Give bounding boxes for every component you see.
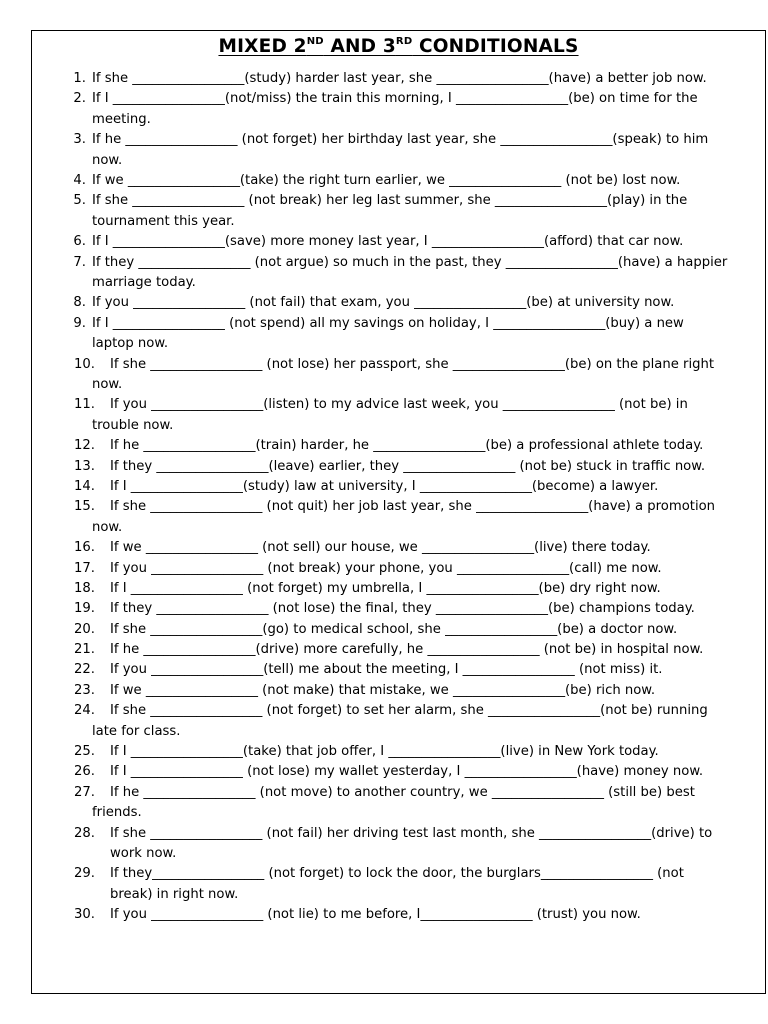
exercise-number: 5.	[73, 193, 86, 209]
exercise-sentence-continuation: now.	[92, 376, 123, 392]
exercise-number: 15.	[74, 499, 95, 515]
exercise-number: 10.	[74, 356, 95, 372]
exercise-sentence: If he _________________ (not move) to another country, we _________________ (still be) best	[110, 784, 695, 800]
exercise-sentence: If she _________________ (not break) her leg last summer, she _________________(play) in the	[92, 193, 688, 209]
exercise-sentence-continuation: now.	[92, 519, 123, 535]
exercise-item	[32, 783, 765, 824]
exercise-number: 24.	[74, 703, 95, 719]
exercise-number: 6.	[73, 234, 86, 250]
exercise-sentence: If she _________________(study) harder last year, she _________________(have) a better job now.	[92, 71, 707, 86]
exercise-item	[32, 253, 765, 294]
exercise-number: 19.	[74, 601, 95, 617]
exercise-item	[32, 599, 765, 619]
exercise-item	[32, 436, 765, 456]
exercise-sentence: If I _________________(save) more money last year, I _________________(afford) that car now.	[92, 234, 684, 250]
exercise-number: 30.	[74, 907, 95, 923]
exercise-number: 13.	[74, 458, 95, 474]
exercise-item	[32, 762, 765, 782]
exercise-sentence: If they _________________ (not lose) the final, they _________________(be) champions today.	[110, 601, 695, 617]
exercise-item	[32, 681, 765, 701]
exercise-number: 16.	[74, 540, 95, 556]
exercise-number: 21.	[74, 642, 95, 658]
exercise-sentence: If she _________________ (not forget) to set her alarm, she _________________(not be) running	[110, 703, 708, 719]
exercise-number: 7.	[73, 254, 86, 270]
exercise-sentence: If she _________________ (not fail) her driving test last month, she _________________(drive) to	[110, 825, 713, 841]
exercise-sentence-continuation: late for class.	[92, 723, 181, 739]
exercise-item	[32, 559, 765, 579]
exercise-number: 23.	[74, 682, 95, 698]
exercise-number: 27.	[74, 784, 95, 800]
exercise-number: 11.	[74, 397, 95, 413]
exercise-item	[32, 579, 765, 599]
worksheet-page	[31, 30, 766, 994]
exercise-number: 1.	[73, 71, 86, 86]
exercise-sentence-continuation: laptop now.	[92, 336, 169, 352]
exercise-item	[32, 457, 765, 477]
exercise-item	[32, 620, 765, 640]
exercise-sentence: If I _________________(study) law at university, I _________________(become) a lawyer.	[110, 478, 659, 494]
exercise-sentence: If he _________________ (not forget) her birthday last year, she _________________(speak) to him	[92, 132, 709, 148]
exercise-item	[32, 864, 765, 905]
exercise-number: 4.	[73, 172, 86, 188]
exercise-sentence: If you _________________ (not fail) that exam, you _________________(be) at university now.	[92, 295, 675, 311]
exercise-sentence: If she _________________(go) to medical school, she _________________(be) a doctor now.	[110, 621, 678, 637]
exercise-sentence: If she _________________ (not lose) her passport, she _________________(be) on the plane right	[110, 356, 715, 372]
exercise-item	[32, 742, 765, 762]
exercise-sentence: If they _________________ (not argue) so much in the past, they _________________(have) a happier	[92, 254, 728, 270]
exercise-item	[32, 701, 765, 742]
exercise-sentence-continuation: trouble now.	[92, 417, 174, 433]
exercise-item	[32, 477, 765, 497]
exercise-number: 14.	[74, 478, 95, 494]
exercise-sentence-continuation: work now.	[110, 846, 177, 861]
exercise-sentence: If you _________________(listen) to my advice last week, you _________________ (not be) in	[110, 397, 688, 413]
exercise-item	[32, 355, 765, 396]
exercise-item	[32, 69, 765, 89]
exercise-item	[32, 232, 765, 252]
exercise-item	[32, 293, 765, 313]
exercise-sentence-continuation: meeting.	[92, 111, 151, 127]
exercise-number: 9.	[73, 315, 86, 331]
exercise-number: 8.	[73, 295, 86, 311]
exercise-item	[32, 171, 765, 191]
exercise-item	[32, 191, 765, 232]
exercise-item	[32, 824, 765, 865]
exercise-sentence: If they _________________(leave) earlier, they _________________ (not be) stuck in traffic now.	[110, 458, 706, 474]
exercise-item	[32, 314, 765, 355]
exercise-item	[32, 497, 765, 538]
exercise-sentence-continuation: friends.	[92, 805, 142, 821]
exercise-list	[32, 69, 765, 926]
exercise-sentence: If you _________________ (not lie) to me before, I_________________ (trust) you now.	[110, 907, 641, 923]
exercise-item	[32, 538, 765, 558]
exercise-sentence-continuation: tournament this year.	[92, 213, 235, 229]
exercise-number: 3.	[73, 132, 86, 148]
exercise-number: 22.	[74, 662, 95, 678]
exercise-number: 28.	[74, 825, 95, 841]
exercise-sentence-continuation: break) in right now.	[110, 886, 239, 902]
exercise-sentence: If I _________________ (not spend) all my savings on holiday, I _________________(buy) a new	[92, 315, 684, 331]
worksheet-title: MIXED 2ND AND 3RD CONDITIONALS	[218, 36, 579, 57]
exercise-sentence: If I _________________(take) that job offer, I _________________(live) in New York today.	[110, 744, 659, 760]
exercise-sentence: If you _________________ (not break) your phone, you _________________(call) me now.	[110, 560, 662, 576]
exercise-number: 17.	[74, 560, 95, 576]
exercise-item	[32, 130, 765, 171]
exercise-sentence: If we _________________ (not make) that mistake, we _________________(be) rich now.	[110, 682, 656, 698]
exercise-item	[32, 905, 765, 925]
exercise-number: 29.	[74, 866, 95, 882]
exercise-sentence: If he _________________(drive) more carefully, he _________________ (not be) in hospital now.	[110, 642, 704, 658]
exercise-item	[32, 660, 765, 680]
exercise-item	[32, 89, 765, 130]
exercise-number: 25.	[74, 744, 95, 760]
exercise-number: 2.	[73, 91, 86, 107]
exercise-number: 26.	[74, 764, 95, 780]
exercise-item	[32, 640, 765, 660]
exercise-sentence: If I _________________ (not lose) my wallet yesterday, I _________________(have) money now.	[110, 764, 704, 780]
exercise-sentence: If we _________________(take) the right turn earlier, we _________________ (not be) lost now.	[92, 172, 681, 188]
exercise-number: 12.	[74, 438, 95, 454]
exercise-sentence: If you _________________(tell) me about the meeting, I _________________ (not miss) it.	[110, 662, 663, 678]
exercise-sentence: If they_________________ (not forget) to lock the door, the burglars_________________ (not	[110, 866, 684, 882]
exercise-number: 20.	[74, 621, 95, 637]
exercise-sentence: If she _________________ (not quit) her job last year, she _________________(have) a promotion	[110, 499, 716, 515]
exercise-sentence: If I _________________(not/miss) the train this morning, I _________________(be) on time for the	[92, 91, 698, 107]
exercise-number: 18.	[74, 580, 95, 596]
exercise-sentence: If we _________________ (not sell) our house, we _________________(live) there today.	[110, 540, 651, 556]
exercise-sentence-continuation: marriage today.	[92, 274, 196, 290]
exercise-sentence: If he _________________(train) harder, he _________________(be) a professional athlete today.	[110, 438, 704, 454]
exercise-sentence-continuation: now.	[92, 152, 123, 168]
exercise-sentence: If I _________________ (not forget) my umbrella, I _________________(be) dry right now.	[110, 580, 661, 596]
exercise-item	[32, 395, 765, 436]
